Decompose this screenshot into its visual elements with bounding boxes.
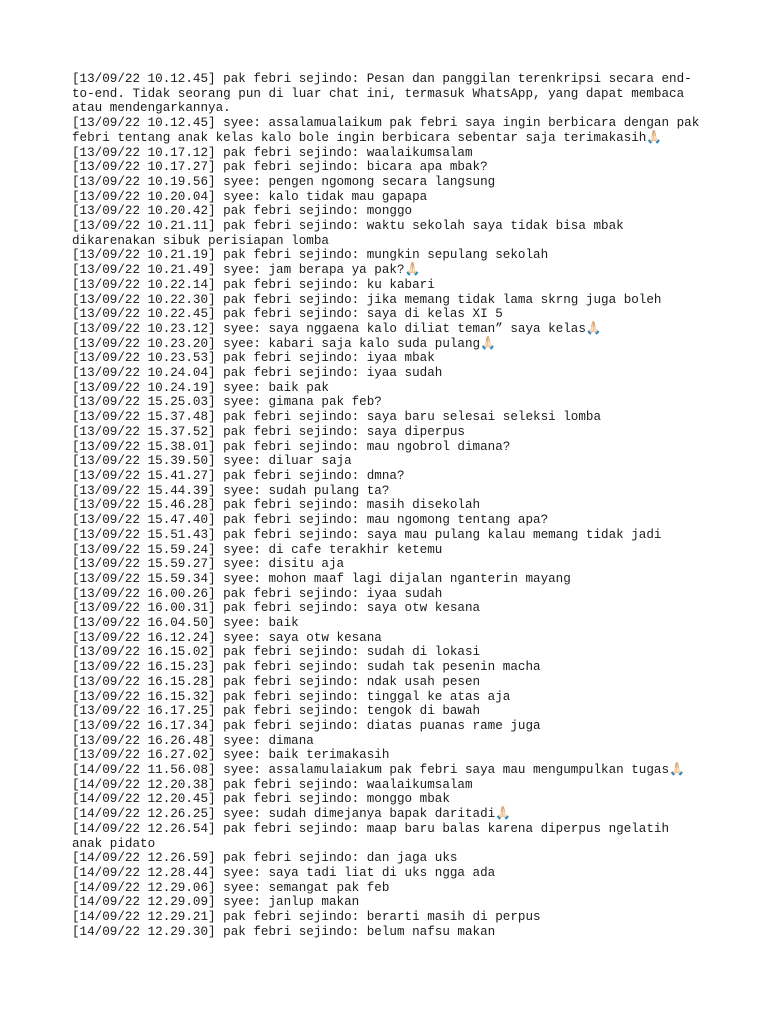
message-line: [13/09/22 10.17.12] pak febri sejindo: waalaikumsalam bbox=[72, 145, 473, 160]
message-line: [13/09/22 10.20.04] syee: kalo tidak mau gapapa bbox=[72, 189, 428, 204]
message-line: [13/09/22 15.39.50] syee: diluar saja bbox=[72, 454, 352, 469]
message-line: [13/09/22 10.24.04] pak febri sejindo: iyaa sudah bbox=[72, 366, 443, 381]
message-line: [13/09/22 15.41.27] pak febri sejindo: dmna? bbox=[72, 468, 405, 483]
chat-transcript bbox=[72, 72, 707, 939]
message-line: [14/09/22 12.29.30] pak febri sejindo: belum nafsu makan bbox=[72, 924, 496, 939]
message-line: [13/09/22 10.21.49] syee: jam berapa ya pak?🙏🏻 bbox=[72, 263, 421, 278]
message-line: [13/09/22 15.44.39] syee: sudah pulang ta? bbox=[72, 483, 390, 498]
message-line: [13/09/22 16.27.02] syee: baik terimakasih bbox=[72, 748, 390, 763]
message-line: [14/09/22 11.56.08] syee: assalamulaiakum pak febri saya mau mengumpulkan tugas🙏🏻 bbox=[72, 763, 685, 778]
message-line: [13/09/22 16.15.23] pak febri sejindo: sudah tak pesenin macha bbox=[72, 660, 541, 675]
message-line: [13/09/22 10.23.12] syee: saya nggaena kalo diliat teman” saya kelas🙏🏻 bbox=[72, 321, 602, 336]
message-line: [13/09/22 15.46.28] pak febri sejindo: masih disekolah bbox=[72, 498, 481, 513]
message-line: [13/09/22 10.22.14] pak febri sejindo: ku kabari bbox=[72, 277, 435, 292]
message-line: [13/09/22 15.38.01] pak febri sejindo: mau ngobrol dimana? bbox=[72, 439, 511, 454]
message-line: [13/09/22 16.00.26] pak febri sejindo: iyaa sudah bbox=[72, 586, 443, 601]
message-line: [14/09/22 12.26.25] syee: sudah dimejanya bapak daritadi🙏🏻 bbox=[72, 807, 511, 822]
message-line: [13/09/22 15.59.27] syee: disitu aja bbox=[72, 557, 345, 572]
message-line: [13/09/22 10.20.42] pak febri sejindo: monggo bbox=[72, 204, 413, 219]
message-line: [14/09/22 12.29.21] pak febri sejindo: berarti masih di perpus bbox=[72, 910, 541, 925]
message-line: [13/09/22 15.59.34] syee: mohon maaf lagi dijalan nganterin mayang bbox=[72, 571, 571, 586]
message-line: [13/09/22 10.23.53] pak febri sejindo: iyaa mbak bbox=[72, 351, 435, 366]
message-line: [13/09/22 16.12.24] syee: saya otw kesana bbox=[72, 630, 382, 645]
message-line: [13/09/22 10.19.56] syee: pengen ngomong secara langsung bbox=[72, 174, 496, 189]
message-line: [13/09/22 10.24.19] syee: baik pak bbox=[72, 380, 329, 395]
message-line: [13/09/22 16.15.28] pak febri sejindo: ndak usah pesen bbox=[72, 674, 481, 689]
message-line: [13/09/22 10.22.45] pak febri sejindo: saya di kelas XI 5 bbox=[72, 307, 503, 322]
message-line: [13/09/22 15.37.48] pak febri sejindo: saya baru selesai seleksi lomba bbox=[72, 410, 602, 425]
message-line: [13/09/22 15.25.03] syee: gimana pak feb? bbox=[72, 395, 382, 410]
message-line: [13/09/22 15.37.52] pak febri sejindo: saya diperpus bbox=[72, 424, 465, 439]
message-line: [14/09/22 12.26.59] pak febri sejindo: dan jaga uks bbox=[72, 851, 458, 866]
message-line: [13/09/22 16.04.50] syee: baik bbox=[72, 616, 299, 631]
message-line: [13/09/22 10.12.45] syee: assalamualaikum pak febri saya ingin berbicara dengan pak febri tentang anak kelas kalo bole ingin berbicara sebentar saja terimakasih🙏🏻 bbox=[72, 116, 707, 145]
message-line: [13/09/22 10.23.20] syee: kabari saja kalo suda pulang🙏🏻 bbox=[72, 336, 496, 351]
message-line: [13/09/22 10.22.30] pak febri sejindo: jika memang tidak lama skrng juga boleh bbox=[72, 292, 662, 307]
message-line: [13/09/22 10.12.45] pak febri sejindo: Pesan dan panggilan terenkripsi secara end-to-end. Tidak seorang pun di luar chat ini, termasuk WhatsApp, yang dapat membaca atau mendengarkannya. bbox=[72, 72, 692, 116]
message-line: [13/09/22 15.59.24] syee: di cafe terakhir ketemu bbox=[72, 542, 443, 557]
message-line: [14/09/22 12.20.45] pak febri sejindo: monggo mbak bbox=[72, 792, 450, 807]
message-line: [13/09/22 16.00.31] pak febri sejindo: saya otw kesana bbox=[72, 601, 481, 616]
message-line: [13/09/22 10.21.11] pak febri sejindo: waktu sekolah saya tidak bisa mbak dikarenakan sibuk perisiapan lomba bbox=[72, 219, 632, 248]
message-line: [13/09/22 15.47.40] pak febri sejindo: mau ngomong tentang apa? bbox=[72, 513, 549, 528]
message-line: [14/09/22 12.29.06] syee: semangat pak feb bbox=[72, 880, 390, 895]
message-line: [13/09/22 10.21.19] pak febri sejindo: mungkin sepulang sekolah bbox=[72, 248, 549, 263]
message-line: [13/09/22 16.15.02] pak febri sejindo: sudah di lokasi bbox=[72, 645, 481, 660]
message-line: [13/09/22 10.17.27] pak febri sejindo: bicara apa mbak? bbox=[72, 160, 488, 175]
message-line: [13/09/22 16.26.48] syee: dimana bbox=[72, 733, 314, 748]
message-line: [14/09/22 12.20.38] pak febri sejindo: waalaikumsalam bbox=[72, 777, 473, 792]
message-line: [13/09/22 16.17.34] pak febri sejindo: diatas puanas rame juga bbox=[72, 718, 541, 733]
message-line: [14/09/22 12.26.54] pak febri sejindo: maap baru balas karena diperpus ngelatih anak pidato bbox=[72, 821, 677, 851]
message-line: [14/09/22 12.28.44] syee: saya tadi liat di uks ngga ada bbox=[72, 865, 496, 880]
message-line: [14/09/22 12.29.09] syee: janlup makan bbox=[72, 895, 360, 910]
message-line: [13/09/22 15.51.43] pak febri sejindo: saya mau pulang kalau memang tidak jadi bbox=[72, 527, 662, 542]
message-line: [13/09/22 16.17.25] pak febri sejindo: tengok di bawah bbox=[72, 704, 481, 719]
message-line: [13/09/22 16.15.32] pak febri sejindo: tinggal ke atas aja bbox=[72, 689, 511, 704]
